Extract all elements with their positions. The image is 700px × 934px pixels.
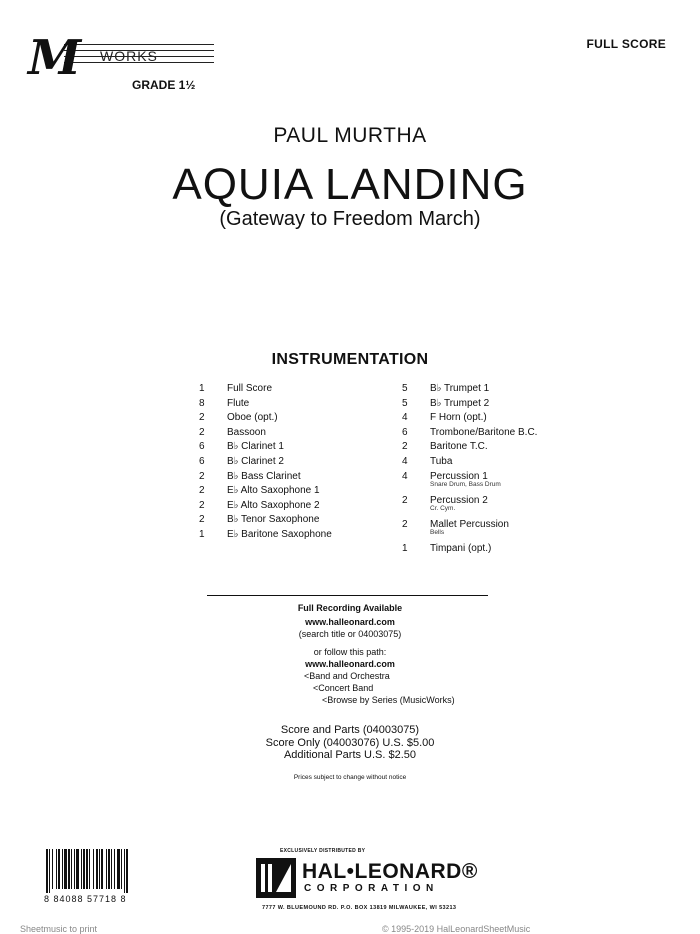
instrument-name: Timpani (opt.) bbox=[430, 542, 492, 554]
instrument-quantity: 4 bbox=[402, 470, 408, 482]
instrument-quantity: 2 bbox=[402, 441, 408, 453]
price-score-and-parts: Score and Parts (04003075) bbox=[280, 724, 420, 736]
price-score-only: Score Only (04003076) U.S. $5.00 bbox=[265, 736, 435, 749]
instrument-quantity: 2 bbox=[199, 514, 205, 526]
hal-leonard-corporation: CORPORATION bbox=[304, 883, 439, 894]
instrument-quantity: 2 bbox=[402, 518, 408, 530]
barcode-bar bbox=[93, 849, 94, 889]
barcode-bar bbox=[111, 849, 112, 889]
hal-leonard-mark-icon bbox=[256, 858, 296, 898]
instrument-name: Tuba bbox=[430, 455, 453, 467]
recording-url[interactable]: www.halleonard.com bbox=[305, 617, 395, 627]
instrument-quantity: 4 bbox=[402, 455, 408, 467]
instrument-note: Bells bbox=[430, 528, 445, 536]
instrument-name: B♭ Tenor Saxophone bbox=[227, 514, 320, 526]
logo-word: WORKS bbox=[100, 48, 158, 64]
instrumentation-heading: INSTRUMENTATION bbox=[271, 351, 429, 368]
instrument-quantity: 6 bbox=[199, 441, 205, 453]
recording-title: Full Recording Available bbox=[297, 603, 403, 613]
barcode-digits: 8 84088 57718 8 bbox=[44, 894, 127, 904]
divider-rule bbox=[207, 595, 488, 596]
barcode-bar bbox=[124, 849, 125, 893]
distributor-address: 7777 W. BLUEMOUND RD. P.O. BOX 13819 MILWAUKEE, WI 53213 bbox=[262, 905, 457, 911]
barcode-bar bbox=[49, 849, 50, 893]
instrument-quantity: 2 bbox=[402, 494, 408, 506]
instrument-name: Baritone T.C. bbox=[430, 441, 488, 453]
watermark-right: © 1995-2019 HalLeonardSheetMusic bbox=[382, 924, 531, 934]
instrument-name: Flute bbox=[227, 397, 250, 409]
barcode-bar bbox=[117, 849, 120, 889]
barcode-bar bbox=[64, 849, 67, 889]
hal-leonard-logo bbox=[256, 858, 478, 902]
instrument-name: E♭ Alto Saxophone 2 bbox=[227, 499, 320, 511]
instrument-name: Full Score bbox=[227, 383, 273, 394]
price-additional-parts: Additional Parts U.S. $2.50 bbox=[283, 749, 417, 761]
grade-label: GRADE 1½ bbox=[132, 78, 196, 92]
instrument-name: Trombone/Baritone B.C. bbox=[430, 426, 538, 438]
barcode-bar bbox=[108, 849, 110, 889]
price-disclaimer: Prices subject to change without notice bbox=[293, 774, 407, 781]
composer-name: PAUL MURTHA bbox=[273, 124, 427, 147]
barcode-bar bbox=[62, 849, 63, 889]
path-step-band-orchestra: <Band and Orchestra bbox=[304, 671, 390, 681]
barcode-bar bbox=[76, 849, 79, 889]
instrument-quantity: 1 bbox=[199, 528, 205, 540]
instrument-name: E♭ Alto Saxophone 1 bbox=[227, 485, 320, 497]
instrument-quantity: 2 bbox=[199, 470, 205, 482]
barcode-bar bbox=[89, 849, 90, 889]
barcode-bar bbox=[83, 849, 85, 889]
instrument-quantity: 4 bbox=[402, 412, 408, 424]
barcode-bar bbox=[71, 849, 72, 889]
instrument-quantity: 6 bbox=[402, 426, 408, 438]
barcode-bars bbox=[44, 849, 152, 893]
barcode-bar bbox=[52, 849, 53, 889]
instrument-name: F Horn (opt.) bbox=[430, 412, 487, 424]
musicworks-logo bbox=[28, 30, 218, 94]
instrument-name: Bassoon bbox=[227, 426, 266, 438]
instrument-quantity: 2 bbox=[199, 485, 205, 497]
path-step-browse-series: <Browse by Series (MusicWorks) bbox=[322, 695, 455, 705]
barcode-bar bbox=[68, 849, 70, 889]
piece-subtitle: (Gateway to Freedom March) bbox=[219, 208, 481, 230]
instrument-name: Percussion 1 bbox=[430, 470, 488, 482]
instrument-quantity: 8 bbox=[199, 397, 205, 409]
recording-url-secondary[interactable]: www.halleonard.com bbox=[305, 659, 395, 669]
barcode-bar bbox=[101, 849, 103, 889]
barcode-bar bbox=[86, 849, 88, 889]
barcode-bar bbox=[81, 849, 82, 889]
recording-search-hint: (search title or 04003075) bbox=[298, 629, 402, 639]
barcode-bar bbox=[121, 849, 122, 889]
hal-leonard-name: HAL•LEONARD® bbox=[302, 860, 478, 883]
full-score-label: FULL SCORE bbox=[586, 37, 666, 51]
instrument-note: Cr. Cym. bbox=[430, 504, 456, 512]
instrument-quantity: 1 bbox=[199, 383, 205, 394]
watermark-left: Sheetmusic to print bbox=[20, 924, 98, 934]
distributor-label: EXCLUSIVELY DISTRIBUTED BY bbox=[280, 848, 366, 854]
instrument-quantity: 2 bbox=[199, 412, 205, 424]
barcode-bar bbox=[74, 849, 75, 889]
instrument-quantity: 2 bbox=[199, 426, 205, 438]
instrument-note: Snare Drum, Bass Drum bbox=[430, 480, 501, 488]
barcode-bar bbox=[56, 849, 57, 889]
logo-letter: M bbox=[28, 30, 80, 86]
instrument-name: B♭ Clarinet 1 bbox=[227, 441, 284, 453]
piece-title: AQUIA LANDING bbox=[172, 160, 528, 209]
barcode-bar bbox=[99, 849, 100, 889]
barcode-bar bbox=[58, 849, 60, 889]
barcode-bar bbox=[126, 849, 128, 893]
barcode-bar bbox=[114, 849, 115, 889]
barcode-bar bbox=[106, 849, 107, 889]
instrument-name: B♭ Trumpet 2 bbox=[430, 397, 490, 409]
instrument-name: B♭ Clarinet 2 bbox=[227, 455, 284, 467]
upc-barcode bbox=[44, 849, 152, 907]
price-block bbox=[0, 724, 700, 762]
instrument-quantity: 2 bbox=[199, 499, 205, 511]
path-step-concert-band: <Concert Band bbox=[313, 683, 374, 693]
instrument-name: E♭ Baritone Saxophone bbox=[227, 528, 332, 540]
instrument-quantity: 6 bbox=[199, 455, 205, 467]
instrument-name: B♭ Trumpet 1 bbox=[430, 383, 490, 394]
instrument-name: Oboe (opt.) bbox=[227, 412, 278, 424]
instrument-name: Percussion 2 bbox=[430, 494, 488, 506]
barcode-bar bbox=[46, 849, 48, 893]
instrument-quantity: 5 bbox=[402, 383, 408, 394]
instrument-quantity: 1 bbox=[402, 542, 408, 554]
instrument-name: B♭ Bass Clarinet bbox=[227, 470, 301, 482]
barcode-bar bbox=[96, 849, 98, 889]
instrument-name: Mallet Percussion bbox=[430, 518, 509, 530]
recording-follow-text: or follow this path: bbox=[313, 647, 387, 657]
instrument-quantity: 5 bbox=[402, 397, 408, 409]
